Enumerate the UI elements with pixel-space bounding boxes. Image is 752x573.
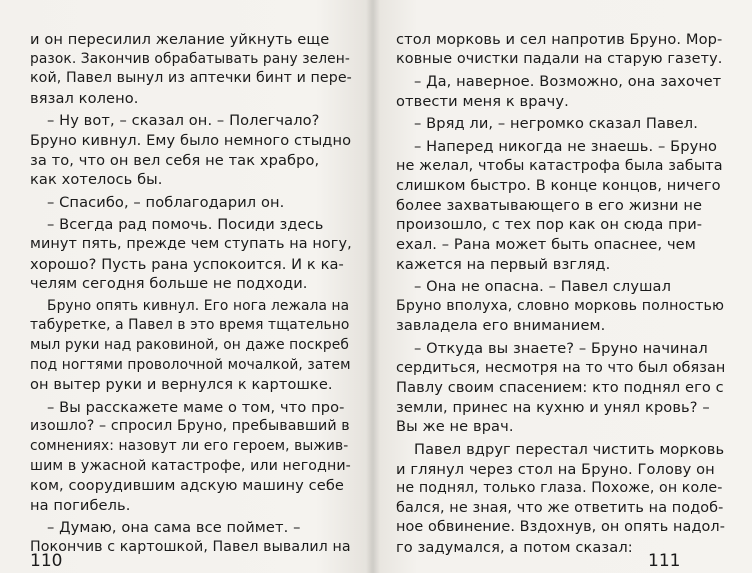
page-number: 111 bbox=[648, 551, 681, 571]
text-line: – Наперед никогда не знаешь. – Бруно bbox=[414, 138, 717, 155]
book-gutter bbox=[366, 0, 380, 573]
text-line: Павел вдруг перестал чистить морковь bbox=[414, 441, 725, 458]
text-line: хорошо? Пусть рана успокоится. И к ка- bbox=[30, 255, 344, 273]
text-line: завладела его вниманием. bbox=[396, 317, 606, 335]
text-line: и он пересилил желание уйкнуть еще bbox=[30, 31, 330, 48]
page-number: 110 bbox=[30, 551, 63, 571]
text-line: – Она не опасна. – Павел слушал bbox=[414, 278, 672, 296]
text-line: – Откуда вы знаете? – Бруно начинал bbox=[414, 340, 708, 357]
text-line: не поднял, только глаза. Похоже, он коле- bbox=[396, 480, 723, 497]
text-line: более захватывающего в его жизни не bbox=[396, 196, 703, 214]
text-line: – Да, наверное. Возможно, она захочет bbox=[414, 73, 722, 91]
text-line: Вы же не врач. bbox=[396, 418, 514, 436]
text-line: стол морковь и сел напротив Бруно. Мор- bbox=[396, 31, 723, 48]
text-line: – Вряд ли, – негромко сказал Павел. bbox=[414, 115, 698, 133]
text-line: сомнениях: назовут ли его героем, выжив- bbox=[30, 438, 349, 454]
text-line: мыл руки над раковиной, он даже поскреб bbox=[30, 337, 349, 353]
text-line: за то, что он вел себя не так храбро, bbox=[30, 151, 320, 169]
text-line: и глянул через стол на Бруно. Голову он bbox=[396, 460, 715, 478]
text-line: Бруно кивнул. Ему было немного стыдно bbox=[30, 132, 352, 149]
text-line: – Всегда рад помочь. Посиди здесь bbox=[47, 216, 324, 234]
text-line: не желал, чтобы катастрофа была забыта bbox=[396, 157, 723, 174]
text-line: челям сегодня больше не подходи. bbox=[30, 275, 308, 293]
text-line: ком, соорудившим адскую машину себе bbox=[30, 477, 344, 495]
text-line: бался, не зная, что же ответить на подоб- bbox=[396, 499, 724, 516]
text-line: произошло, с тех пор как он сюда при- bbox=[396, 216, 703, 234]
text-line: Покончив с картошкой, Павел вывалил на bbox=[30, 539, 351, 555]
text-line: минут пять, прежде чем ступать на ногу, bbox=[30, 236, 352, 252]
text-line: отвести меня к врачу. bbox=[396, 92, 569, 110]
text-line: ковные очистки падали на старую газету. bbox=[396, 50, 723, 67]
text-line: разок. Закончив обрабатывать рану зелен- bbox=[30, 50, 350, 67]
text-line: ехал. – Рана может быть опаснее, чем bbox=[396, 236, 696, 253]
text-line: – Думаю, она сама все поймет. – bbox=[47, 519, 301, 537]
text-line: табуретке, а Павел в это время тщательно bbox=[30, 317, 350, 334]
text-line: Бруно вполуха, словно морковь полностью bbox=[396, 297, 724, 314]
text-line: кой, Павел вынул из аптечки бинт и пере- bbox=[30, 70, 352, 87]
text-line: – Вы расскажете маме о том, что про- bbox=[47, 398, 345, 416]
text-line: земли, принес на кухню и унял кровь? – bbox=[396, 398, 710, 416]
text-line: кажется на первый взгляд. bbox=[396, 255, 611, 273]
left-page bbox=[0, 0, 372, 573]
text-line: вязал колено. bbox=[30, 89, 139, 107]
text-line: ное обвинение. Вздохнув, он опять надол- bbox=[396, 519, 725, 536]
right-page bbox=[372, 0, 752, 573]
text-line: как хотелось бы. bbox=[30, 171, 163, 189]
text-line: он вытер руки и вернулся к картошке. bbox=[30, 376, 333, 394]
text-line: Бруно опять кивнул. Его нога лежала на bbox=[47, 297, 350, 314]
text-line: сердиться, несмотря на то что был обязан bbox=[396, 359, 726, 376]
text-line: на погибель. bbox=[30, 496, 131, 514]
text-line: изошло? – спросил Бруно, пребывавший в bbox=[30, 418, 350, 435]
text-line: – Ну вот, – сказал он. – Полегчало? bbox=[47, 112, 320, 130]
text-line: го задумался, а потом сказал: bbox=[396, 539, 633, 556]
text-line: под ногтями проволочной мочалкой, затем bbox=[30, 356, 351, 373]
text-line: – Спасибо, – поблагодарил он. bbox=[47, 193, 285, 211]
text-line: слишком быстро. В конце концов, ничего bbox=[396, 177, 721, 195]
text-line: Павлу своим спасением: кто поднял его с bbox=[396, 379, 724, 397]
text-line: шим в ужасной катастрофе, или негодни- bbox=[30, 457, 351, 474]
